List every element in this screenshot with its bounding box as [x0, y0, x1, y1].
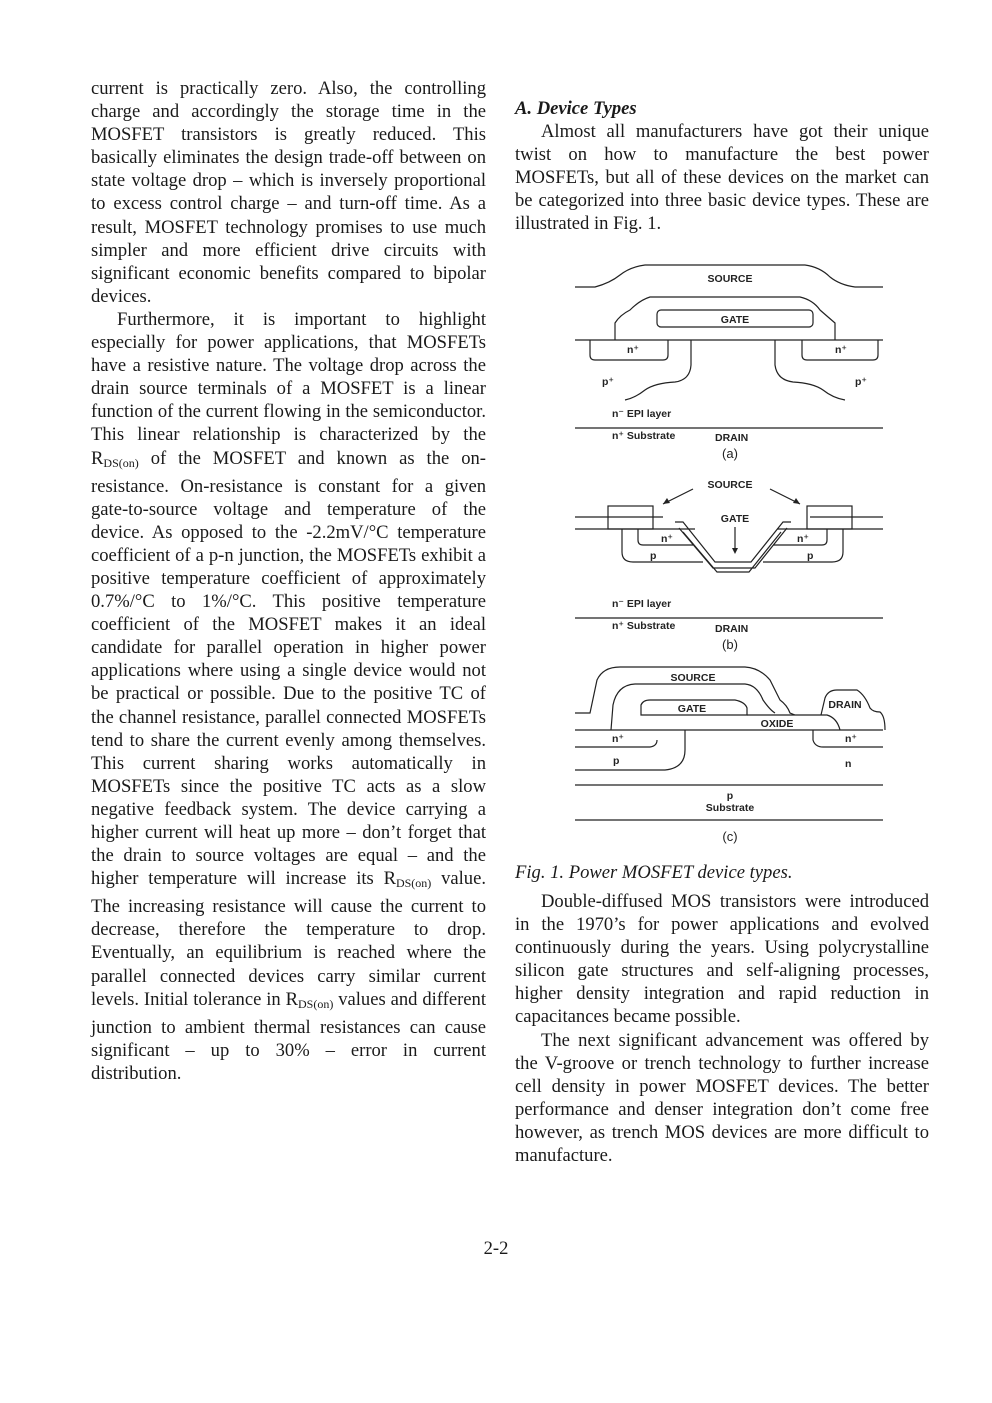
rds-on-symbol	[384, 868, 432, 889]
label-n-plus-right: n⁺	[835, 344, 847, 356]
text-segment: of the MOSFET and known as the on-resistance. On-resistance is constant for a given gate-to-source voltage and temperature of the device. As opposed to the -2.2mV/°C temperature coefficient of a p-n junction, the MOSFETs exhibit a positive temperature coefficient of approximately 0.7%/°C to 1%/°C. This positive temperature coefficient of the MOSFET makes it an ideal candidate for parallel operation in higher power applications where using a single device would not be practical or possible. Due to the positive TC of the channel resistance, parallel connected MOSFETs tend to share the current evenly among themselves. This current sharing works automatically in MOSFETs since the positive TC acts as a slow negative feedback system. The device carrying a higher current will heat up more – don’t forget that the drain to source voltages are equal – and the higher temperature will increase its	[91, 447, 486, 890]
text-segment: Furthermore, it is important to highlight especially for power applications, that MOSFETs have a resistive nature. The voltage drop across the drain source terminals of a MOSFET is a linear function of the current flowing in the semiconductor. This linear relationship is characterized by the	[91, 308, 486, 446]
text-segment: value. The increasing resistance will cause the current to decrease, therefore the temperature to drop. Eventually, an equilibrium is reached where the parallel connected devices carry similar current levels. Initial tolerance in	[91, 868, 486, 1010]
surface-left	[575, 517, 695, 529]
rds-subscript: DS(on)	[103, 455, 139, 470]
panel-a	[575, 265, 883, 461]
label-gate: GATE	[720, 314, 750, 326]
figure-svg	[565, 255, 895, 855]
label-epi-layer: n⁻ EPI layer	[612, 408, 672, 420]
label-substrate: Substrate	[705, 802, 755, 814]
label-n-plus-left: n⁺	[612, 733, 624, 745]
rds-subscript: DS(on)	[297, 996, 334, 1011]
text-segment: values and different junction to ambient thermal resistances can cause significant – up to 30% – error in current distribution.	[91, 988, 487, 1084]
label-substrate: n⁺ Substrate	[612, 430, 676, 442]
label-p-left: p	[613, 755, 620, 767]
paragraph-intro-continuation: current is practically zero. Also, the controlling charge and accordingly the storage time in the MOSFET transistors is greatly reduced. This basically eliminates the design trade-off between on state voltage drop – which is inversely proportional to excess control charge – and turn-off time. As a result, MOSFET technology promises to use much simpler and more efficient drive circuits with significant economic benefits compared to bipolar devices.	[91, 78, 486, 307]
rds-on-symbol	[286, 989, 334, 1010]
rds-main: R	[91, 447, 104, 469]
p-left-region	[575, 730, 685, 770]
figure-caption: Fig. 1. Power MOSFET device types.	[515, 862, 793, 883]
arrow-head	[732, 548, 738, 554]
section-heading: A. Device Types	[515, 98, 637, 119]
figure-mosfet-device-types	[565, 255, 895, 855]
rds-subscript: DS(on)	[395, 876, 432, 891]
right-column	[515, 97, 929, 236]
label-n-plus-right: n⁺	[845, 733, 857, 745]
paragraph-device-types: Almost all manufacturers have got their unique twist on how to manufacture the best power MOSFETs, but all of these devices on the market can be categorized into three basic device types. These are illustrated in Fig. 1.	[515, 121, 929, 235]
label-p-left: p	[650, 550, 657, 562]
rds-on-symbol	[91, 448, 139, 469]
paragraph-trench: The next significant advancement was offered by the V-groove or trench technology to further increase cell density in power MOSFET devices. The better performance and denser integration don’t come free however, as trench MOS devices are more difficult to manufacture.	[515, 1029, 929, 1167]
label-gate: GATE	[677, 703, 707, 715]
panel-c-sublabel: (c)	[722, 829, 738, 844]
rds-main: R	[383, 868, 396, 890]
page-number: 2-2	[483, 1238, 509, 1259]
right-column-continued	[515, 890, 929, 1167]
panel-b-sublabel: (b)	[722, 637, 738, 652]
label-drain: DRAIN	[715, 432, 749, 444]
label-n-right: n	[845, 758, 852, 770]
surface-right	[777, 517, 883, 529]
label-oxide: OXIDE	[760, 718, 794, 730]
panel-c	[575, 667, 885, 844]
label-drain: DRAIN	[715, 623, 749, 635]
rds-main: R	[285, 988, 298, 1010]
label-n-plus-right: n⁺	[797, 533, 809, 545]
left-column	[91, 77, 486, 1085]
label-p-substrate: p	[726, 790, 734, 802]
label-source: SOURCE	[707, 479, 753, 491]
label-p-plus-left: p⁺	[602, 376, 614, 388]
paragraph-resistive-nature	[91, 308, 486, 1085]
label-p-right: p	[807, 550, 814, 562]
label-source: SOURCE	[670, 672, 716, 684]
label-n-plus-left: n⁺	[627, 344, 639, 356]
label-drain: DRAIN	[828, 699, 862, 711]
label-gate: GATE	[720, 513, 750, 525]
panel-a-sublabel: (a)	[722, 446, 738, 461]
label-n-plus-left: n⁺	[661, 533, 673, 545]
label-source: SOURCE	[707, 273, 753, 285]
paragraph-double-diffused: Double-diffused MOS transistors were introduced in the 1970’s for power applications and evolved continuously during the years. Using polycrystalline silicon gate structures and self-aligning processes, higher density integration and rapid reduction in capacitances became possible.	[515, 891, 929, 1028]
label-epi-layer: n⁻ EPI layer	[612, 598, 672, 610]
label-p-plus-right: p⁺	[855, 376, 867, 388]
panel-b	[575, 479, 883, 652]
label-substrate: n⁺ Substrate	[612, 620, 676, 632]
